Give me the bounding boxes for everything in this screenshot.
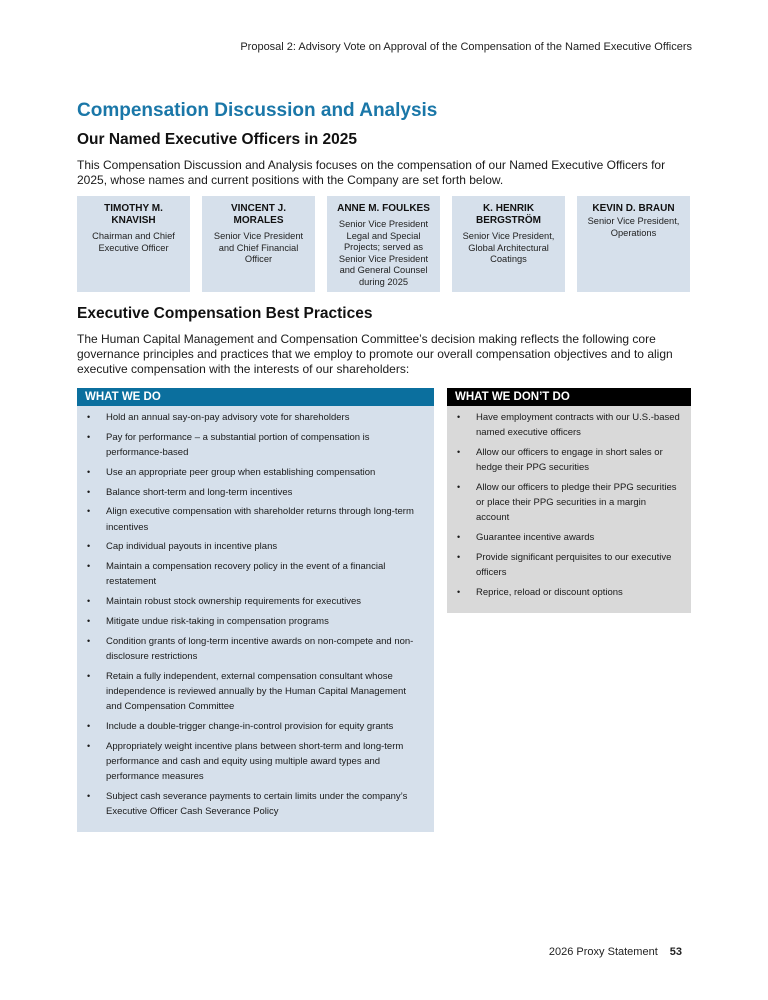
page-footer [549,946,682,958]
list-item [85,559,424,589]
what-we-dont-do-list [455,410,681,600]
bullet-icon: • [87,486,91,497]
what-we-do-panel [77,388,434,832]
list-item-text: Allow our officers to engage in short sales or hedge their PPG securities [476,447,663,474]
list-item-text: Hold an annual say-on-pay advisory vote for shareholders [106,412,350,423]
list-item-text: Pay for performance – a substantial portion of compensation is performance-based [106,431,370,458]
officer-cards [77,196,690,292]
page-content [77,100,690,828]
list-item-text: Guarantee incentive awards [476,532,595,544]
list-item [85,789,424,819]
list-item-text: Maintain a compensation recovery policy in the event of a financial restatement [106,561,386,588]
list-item-text: Include a double-trigger change-in-control provision for equity grants [106,720,394,732]
what-we-dont-do-panel [447,388,691,613]
list-item-text: Provide significant perquisites to our executive officers [476,552,672,579]
best-practices-intro: The Human Capital Management and Compensation Committee’s decision making reflects the following core governance principles and practices that we employ to promote our overall compensation objectives and to align executive compensation with the interests of our shareholders: [77,332,673,376]
officer-name: KEVIN D. BRAUN [592,203,675,214]
list-item [455,530,681,545]
bullet-icon: • [457,482,461,492]
list-item-text: Use an appropriate peer group when establishing compensation [106,466,376,478]
bullet-icon: • [87,506,91,517]
what-we-do-list [85,410,424,819]
officer-title: Senior Vice President, Operations [587,216,680,238]
what-we-dont-do-body [447,406,691,613]
list-item-text: Align executive compensation with shareholder returns through long-term incentives [106,506,414,533]
officer-title: Senior Vice President Legal and Special Projects; served as Senior Vice President and General Counsel during 2025 [338,219,429,287]
list-item [455,480,681,526]
bullet-icon: • [87,431,91,442]
bullet-icon: • [87,720,91,731]
best-practices-panels [77,388,690,828]
bullet-icon: • [457,447,461,457]
officer-name: TIMOTHY M. KNAVISH [104,203,163,226]
list-item-text: Condition grants of long-term incentive awards on non-compete and non-disclosure restrictions [106,635,414,662]
list-item [85,719,424,734]
list-item [85,539,424,554]
officer-title: Senior Vice President, Global Architectural Coatings [462,231,555,264]
officer-card [452,196,565,292]
list-item [85,634,424,664]
list-item-text: Balance short-term and long-term incentives [106,486,293,498]
bullet-icon: • [457,552,461,562]
list-item [455,410,681,440]
officer-card [577,196,690,292]
section-title: Compensation Discussion and Analysis [77,100,438,121]
bullet-icon: • [87,670,91,681]
list-item [85,485,424,500]
list-item-text: Maintain robust stock ownership requirements for executives [106,596,362,608]
list-item [85,410,424,425]
list-item-text: Allow our officers to pledge their PPG securities or place their PPG securities in a margin account [476,482,677,524]
bullet-icon: • [87,466,91,477]
what-we-do-header: WHAT WE DO [77,388,434,406]
bullet-icon: • [87,635,91,646]
bullet-icon: • [87,790,91,801]
bullet-icon: • [87,561,91,572]
bullet-icon: • [87,615,91,626]
officer-title: Senior Vice President and Chief Financial Officer [213,231,304,264]
list-item [85,430,424,460]
list-item-text: Retain a fully independent, external compensation consultant whose independence is reviewed annually by the Human Capital Management and Compensation Committee [106,670,406,713]
best-practices-heading: Executive Compensation Best Practices [77,305,373,322]
list-item [455,550,681,580]
neo-intro: This Compensation Discussion and Analysis focuses on the compensation of our Named Executive Officers for 2025, whose names and current positions with the Company are set forth below. [77,158,666,187]
list-item [85,739,424,785]
bullet-icon: • [457,587,461,597]
list-item [85,504,424,534]
bullet-icon: • [87,541,91,552]
what-we-dont-do-header: WHAT WE DON’T DO [447,388,691,406]
bullet-icon: • [457,412,461,422]
page-number: 53 [669,946,682,958]
bullet-icon: • [87,740,91,751]
list-item-text: Cap individual payouts in incentive plans [106,541,278,553]
running-header: Proposal 2: Advisory Vote on Approval of the Compensation of the Named Executive Officers [240,41,692,53]
list-item [85,669,424,715]
list-item [85,614,424,629]
what-we-do-body [77,406,434,832]
officer-name: ANNE M. FOULKES [337,203,430,214]
list-item [85,465,424,480]
document-name: 2026 Proxy Statement [548,946,658,958]
list-item [455,585,681,600]
list-item [85,594,424,609]
officer-card [327,196,440,292]
bullet-icon: • [87,596,91,607]
list-item-text: Mitigate undue risk-taking in compensation programs [106,615,329,627]
neo-heading: Our Named Executive Officers in 2025 [77,131,357,148]
officer-card [202,196,315,292]
officer-title: Chairman and Chief Executive Officer [92,231,175,253]
list-item-text: Have employment contracts with our U.S.-based named executive officers [476,412,680,439]
list-item-text: Subject cash severance payments to certain limits under the company’s Executive Officer Cash Severance Policy [106,790,408,818]
officer-card [77,196,190,292]
bullet-icon: • [87,412,91,422]
list-item [455,445,681,475]
officer-name: K. HENRIK BERGSTRÖM [476,203,541,226]
officer-name: VINCENT J. MORALES [230,203,286,226]
list-item-text: Reprice, reload or discount options [476,587,623,598]
list-item-text: Appropriately weight incentive plans between short-term and long-term performance and cash and equity using multiple award types and performance measures [106,740,404,783]
bullet-icon: • [457,532,461,543]
